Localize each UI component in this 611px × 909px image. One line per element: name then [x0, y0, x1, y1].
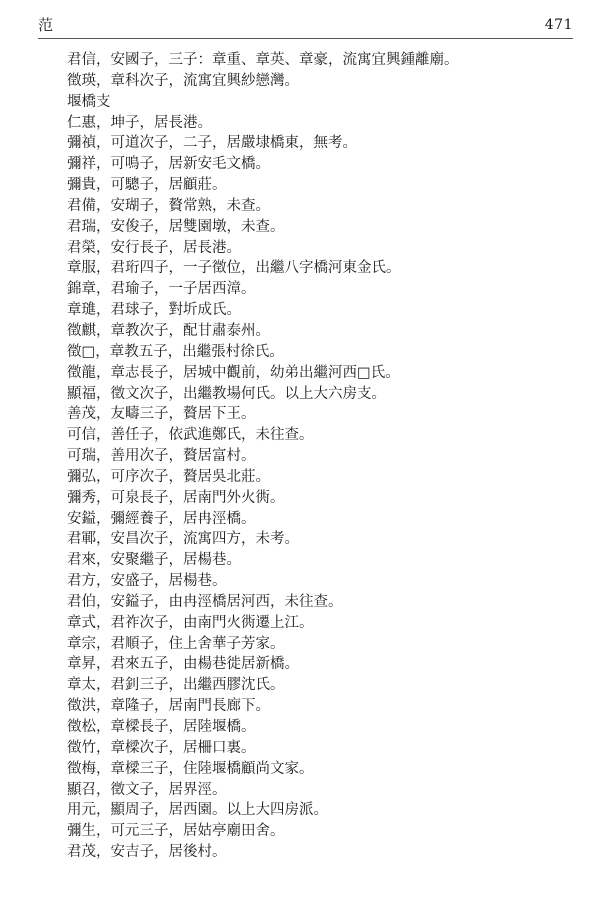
genealogy-entry: 彌禎，可道次子，二子，居嚴埭橋東，無考。: [67, 135, 357, 152]
genealogy-entry: 君方，安盛子，居楊巷。: [67, 573, 227, 590]
genealogy-entry: 君鄆，安昌次子，流寓四方，未考。: [67, 531, 299, 548]
genealogy-entry: 章昇，君來五子，由楊巷徙居新橋。: [67, 656, 299, 673]
genealogy-entry: 徵□，章教五子，出繼張村徐氏。: [67, 343, 284, 360]
page-number: 471: [544, 17, 573, 33]
genealogy-entry: 彌生，可元三子，居姑亭廟田舍。: [67, 823, 285, 840]
genealogy-entry: 章宗，君順子，住上舍華子芳家。: [67, 635, 285, 652]
genealogy-entry: 君備，安瑚子，贅常熟，未查。: [67, 197, 270, 214]
genealogy-entry: 君榮，安行長子，居長港。: [67, 239, 241, 256]
genealogy-entry: 彌秀，可泉長子，居南門外火衖。: [67, 489, 285, 506]
genealogy-entry: 徵瑛，章科次子，流寓宜興紗戀灣。: [67, 72, 299, 89]
genealogy-entry: 堰橋支: [67, 93, 111, 110]
genealogy-entry-list: [67, 50, 587, 863]
genealogy-entry: 徵龍，章志長子，居城中觀前，幼弟出繼河西□氏。: [67, 364, 400, 381]
genealogy-entry: 錦章，君瑜子，一子居西漳。: [67, 281, 256, 298]
genealogy-entry: 善茂，友疇三子，贅居下王。: [67, 406, 256, 423]
running-header: [38, 8, 573, 39]
genealogy-entry: 用元，顯周子，居西園。以上大四房派。: [67, 802, 328, 819]
genealogy-entry: 徵梅，章樑三子，住陸堰橋顧尚文家。: [67, 760, 314, 777]
genealogy-entry: 君茂，安吉子，居後村。: [67, 844, 227, 861]
genealogy-entry: 君信，安國子，三子：章重、章英、章豪，流寓宜興鍾離廟。: [67, 52, 459, 68]
genealogy-entry: 徵竹，章樑次子，居柵口裏。: [67, 739, 256, 756]
genealogy-entry: 章璡，君球子，對圻成氏。: [67, 302, 241, 319]
genealogy-entry: 可信，善任子，依武進鄭氏，未往查。: [67, 427, 314, 444]
genealogy-entry: 顯召，徵文子，居界涇。: [67, 781, 227, 798]
header-surname: 范: [38, 16, 54, 34]
genealogy-entry: 君瑞，安俊子，居雙園墩，未查。: [67, 218, 285, 235]
genealogy-entry: 可瑞，善用次子，贅居富村。: [67, 448, 256, 465]
genealogy-entry: 君伯，安鎰子，由冉涇橋居河西，未往查。: [67, 593, 343, 610]
genealogy-entry: 章服，君珩四子，一子徵位，出繼八字橋河東金氏。: [67, 260, 401, 277]
genealogy-entry: 章式，君祚次子，由南門火衖遷上江。: [67, 614, 314, 631]
genealogy-entry: 徵麒，章教次子，配甘肅泰州。: [67, 322, 270, 339]
genealogy-entry: 彌祥，可鳴子，居新安毛文橋。: [67, 156, 270, 173]
genealogy-entry: 徵洪，章隆子，居南門長廊下。: [67, 698, 270, 715]
genealogy-entry: 徵松，章樑長子，居陸堰橋。: [67, 719, 256, 735]
genealogy-entry: 安鎰，彌經養子，居冉涇橋。: [67, 510, 256, 527]
genealogy-entry: 仁惠，坤子，居長港。: [67, 114, 212, 131]
genealogy-entry: 顯福，徵文次子，出繼教場何氏。以上大六房支。: [67, 385, 386, 402]
genealogy-entry: 彌貴，可驄子，居顧莊。: [67, 177, 227, 194]
genealogy-entry: 君來，安聚繼子，居楊巷。: [67, 552, 241, 569]
genealogy-entry: 章太，君釗三子，出繼西膠沈氏。: [67, 677, 285, 694]
genealogy-entry: 彌弘，可序次子，贅居吳北莊。: [67, 468, 270, 485]
